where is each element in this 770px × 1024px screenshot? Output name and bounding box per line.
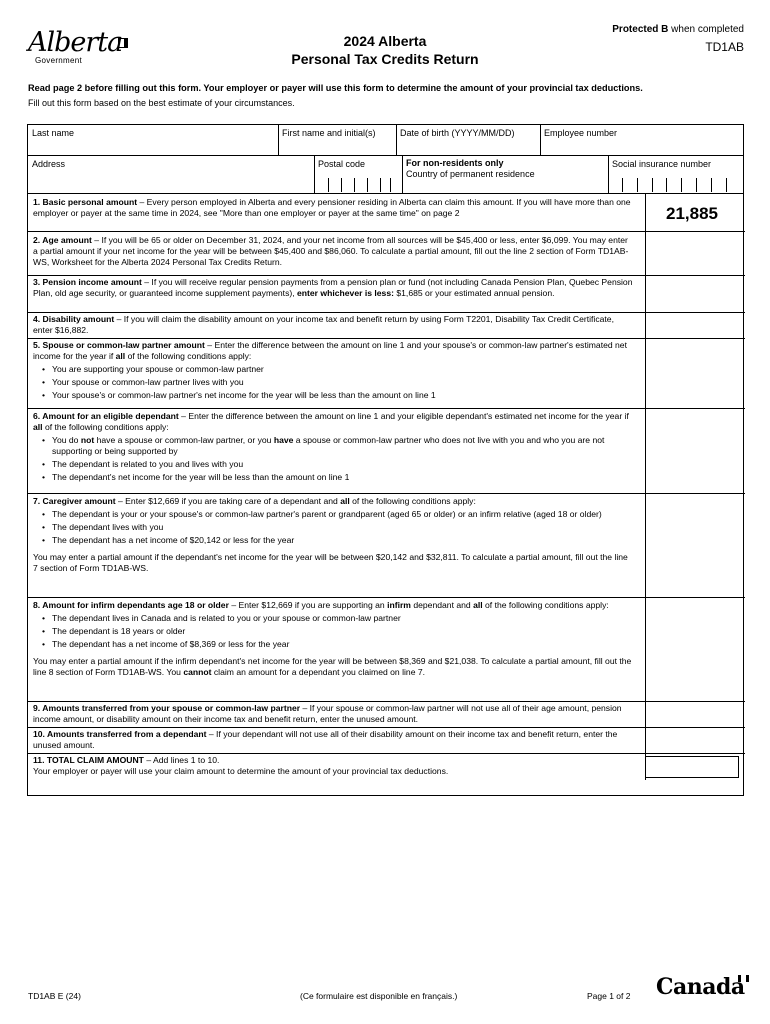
line-text: of the following conditions apply:: [482, 600, 609, 610]
total-claim-amount-field[interactable]: [645, 756, 739, 778]
line-text: – Enter the difference between the amount on line 1 and your eligible dependant's estimated net income for the year if: [178, 411, 629, 421]
alberta-logo-subtitle: Government: [35, 56, 83, 65]
protected-when: when completed: [668, 24, 744, 35]
line-text: – Enter $12,669 if you are supporting an: [228, 600, 388, 610]
line-heading: 4. Disability amount: [33, 314, 115, 324]
line-6-amount-field[interactable]: [645, 409, 744, 494]
line-text: $1,685 or your estimated annual pension.: [393, 287, 555, 298]
non-residents-label: For non-residents only: [406, 158, 504, 168]
line-3-pension-income: [28, 276, 745, 313]
line-10-transferred-dependant: [28, 728, 745, 754]
alberta-logo-word: Alberta: [28, 27, 123, 58]
line-text: of the following conditions apply:: [42, 421, 169, 432]
tick: [341, 178, 342, 192]
partial-amount-note: [33, 656, 633, 678]
condition-item: • The dependant lives with you: [33, 522, 633, 533]
form-title-year: 2024 Alberta: [343, 33, 427, 49]
line-text: – If you will receive regular pension payments from a pension plan or fund (not including Canada Pension Plan, Quebec Pension Plan, old age security, or guaranteed income supplement payments),: [33, 277, 633, 298]
protected-label: [612, 24, 744, 37]
line-heading: 9. Amounts transferred from your spouse or common-law partner: [33, 703, 301, 713]
line-4-disability: [28, 313, 745, 339]
line-text: – If you will claim the disability amount on your income tax and benefit return by using Form T2201, Disability Tax Credit Certificate, enter $16,882.: [33, 314, 614, 335]
text-part: not: [80, 434, 95, 445]
line-8-infirm-dependants: [28, 598, 745, 702]
condition-item: • Your spouse's or common-law partner's net income for the year will be less than the amount on line 1: [33, 390, 633, 401]
line-text: – If your spouse or common-law partner will not use all of their age amount, pension income amount, or disability amount on their income tax and benefit return, enter the unused amount.: [33, 703, 622, 724]
country-residence-field[interactable]: [402, 155, 608, 193]
line-2-age-amount: [28, 232, 745, 276]
line-heading: 3. Pension income amount: [33, 277, 142, 287]
condition-item: [33, 435, 633, 457]
first-name-label: First name and initial(s): [282, 128, 376, 138]
line-3-amount-field[interactable]: [645, 276, 744, 313]
line-heading: 7. Caregiver amount: [33, 496, 116, 506]
line-heading: 6. Amount for an eligible dependant: [33, 411, 179, 421]
employee-number-label: Employee number: [544, 128, 618, 138]
address-label: Address: [32, 159, 66, 169]
line-text: – Enter $12,669 if you are taking care of a dependant and: [115, 496, 341, 506]
form-title: [220, 33, 550, 68]
alberta-logo: [28, 26, 138, 68]
text-part: have a spouse or common-law partner, or you: [94, 434, 274, 445]
line-6-eligible-dependant: [28, 409, 745, 494]
condition-item: • Your spouse or common-law partner lives with you: [33, 377, 633, 388]
french-availability-note: (Ce formulaire est disponible en français.): [300, 991, 458, 1001]
alberta-flag-icon: [118, 38, 128, 48]
postal-code-label: Postal code: [318, 159, 366, 169]
tick: [354, 178, 355, 192]
line-text: – Add lines 1 to 10.: [143, 755, 220, 765]
form-version-code: TD1AB E (24): [28, 991, 81, 1001]
line-1-amount-box: [645, 194, 744, 232]
tick: [622, 178, 623, 192]
claim-lines-table: [27, 194, 744, 796]
form-code: TD1AB: [705, 40, 744, 54]
tick: [367, 178, 368, 192]
condition-item: • The dependant lives in Canada and is related to you or your spouse or common-law partner: [33, 613, 633, 624]
date-of-birth-label: Date of birth (YYYY/MM/DD): [400, 128, 515, 138]
date-of-birth-field[interactable]: [396, 125, 542, 155]
line-5-spouse: [28, 339, 745, 409]
line-1-basic-personal: [28, 194, 745, 232]
last-name-field[interactable]: [28, 125, 278, 155]
line-text: of the following conditions apply:: [349, 496, 476, 506]
line-1-amount: 21,885: [666, 204, 718, 223]
condition-item: • The dependant is 18 years or older: [33, 626, 633, 637]
sin-label: Social insurance number: [612, 159, 712, 169]
condition-item: • The dependant is related to you and lives with you: [33, 459, 633, 470]
personal-info-box: [27, 124, 744, 194]
line-emphasis: all: [33, 421, 43, 432]
tick: [681, 178, 682, 192]
employee-number-field[interactable]: [540, 125, 740, 155]
text-part: claim an amount for a dependant you claimed on line 7.: [211, 667, 426, 678]
text-part: have: [273, 434, 294, 445]
line-9-amount-field[interactable]: [645, 702, 744, 728]
first-name-field[interactable]: [278, 125, 396, 155]
instruction-primary: Read page 2 before filling out this form. Your employer or payer will use this form to determine the amount of your provincial tax deductions.: [28, 83, 643, 93]
line-emphasis: all: [115, 350, 126, 361]
protected-b: Protected B: [612, 24, 669, 35]
tick: [328, 178, 329, 192]
tick: [390, 178, 391, 192]
canada-flag-icon: [738, 975, 749, 982]
line-text: – Enter the difference between the amount on line 1 and your spouse's or common-law partner's estimated net income for the year if: [33, 340, 627, 361]
line-4-amount-field[interactable]: [645, 313, 744, 339]
condition-item: • The dependant has a net income of $8,369 or less for the year: [33, 639, 633, 650]
line-text: – If you will be 65 or older on December 31, 2024, and your net income from all sources will be $45,400 or less, enter $6,099. You may enter a partial amount if your net income for the year will be between $45,400 and $86,060. To calculate a partial amount, fill out the line 2 section of Form TD1AB-WS, Worksheet for the Alberta 2024 Personal Tax Credits Return.: [33, 235, 629, 267]
sin-field[interactable]: [608, 156, 744, 194]
line-emphasis: infirm: [387, 600, 411, 610]
line-text: – Every person employed in Alberta and every pensioner residing in Alberta can claim this amount. If you will have more than one employer or payer at the same time in 2024, see "More than one employer or payer at the same time" on page 2: [33, 197, 631, 218]
form-title-name: Personal Tax Credits Return: [291, 50, 479, 67]
text-part: You may enter a partial amount if the infirm dependant's net income for the year will be between $8,369 and $21,038. To calculate a partial amount, fill out the line 8 section of Form TD1AB-WS. You: [33, 656, 632, 678]
condition-item: • The dependant has a net income of $20,142 or less for the year: [33, 535, 633, 546]
line-text: – If your dependant will not use all of their disability amount on their income tax and benefit return, enter the unused amount.: [33, 729, 618, 750]
line-10-amount-field[interactable]: [645, 728, 744, 754]
partial-amount-note: You may enter a partial amount if the dependant's net income for the year will be between $20,142 and $32,811. To calculate a partial amount, fill out the line 7 section of Form TD1AB-WS.: [33, 552, 628, 574]
country-residence-label: Country of permanent residence: [406, 169, 535, 180]
page-number: Page 1 of 2: [587, 991, 631, 1001]
line-7-amount-field[interactable]: [645, 494, 744, 598]
tick: [711, 178, 712, 192]
line-heading: 10. Amounts transferred from a dependant: [33, 729, 207, 739]
line-heading: 8. Amount for infirm dependants age 18 or older: [33, 600, 229, 610]
line-emphasis: all: [340, 496, 350, 506]
line-emphasis: all: [473, 600, 483, 610]
line-heading: 5. Spouse or common-law partner amount: [33, 340, 205, 350]
canada-wordmark: [656, 974, 745, 1002]
tick: [666, 178, 667, 192]
line-11-total-claim: [28, 754, 745, 780]
condition-item: • You are supporting your spouse or common-law partner: [33, 364, 633, 375]
tick: [696, 178, 697, 192]
line-text: dependant and: [410, 600, 474, 610]
condition-item: • The dependant is your or your spouse's or common-law partner's parent or grandparent (aged 65 or older) or an infirm relative (aged 18 or older): [33, 509, 633, 520]
line-heading: 2. Age amount: [33, 235, 92, 245]
line-text: of the following conditions apply:: [125, 350, 252, 361]
line-heading: 1. Basic personal amount: [33, 197, 138, 207]
tick: [637, 178, 638, 192]
line-9-transferred-spouse: [28, 702, 745, 728]
last-name-label: Last name: [32, 128, 75, 138]
line-7-caregiver: [28, 494, 745, 598]
condition-item: • The dependant's net income for the year will be less than the amount on line 1: [33, 472, 633, 483]
line-heading: 11. TOTAL CLAIM AMOUNT: [33, 755, 144, 765]
tick: [726, 178, 727, 192]
tick: [380, 178, 381, 192]
line-2-amount-field[interactable]: [645, 232, 744, 276]
line-emphasis: enter whichever is less:: [297, 287, 394, 298]
text-part: cannot: [183, 667, 212, 678]
text-part: You do: [52, 434, 81, 445]
address-field[interactable]: [28, 156, 314, 194]
text-part: a spouse or common-law partner who does not live with you and who you are not supporting or being supported by: [52, 434, 605, 456]
line-8-amount-field[interactable]: [645, 598, 744, 702]
tick: [652, 178, 653, 192]
instruction-secondary: Fill out this form based on the best estimate of your circumstances.: [28, 98, 295, 108]
line-text: Your employer or payer will use your claim amount to determine the amount of your provincial tax deductions.: [33, 765, 449, 776]
line-5-amount-field[interactable]: [645, 339, 744, 409]
canada-wordmark-text: Canada: [656, 974, 745, 1000]
